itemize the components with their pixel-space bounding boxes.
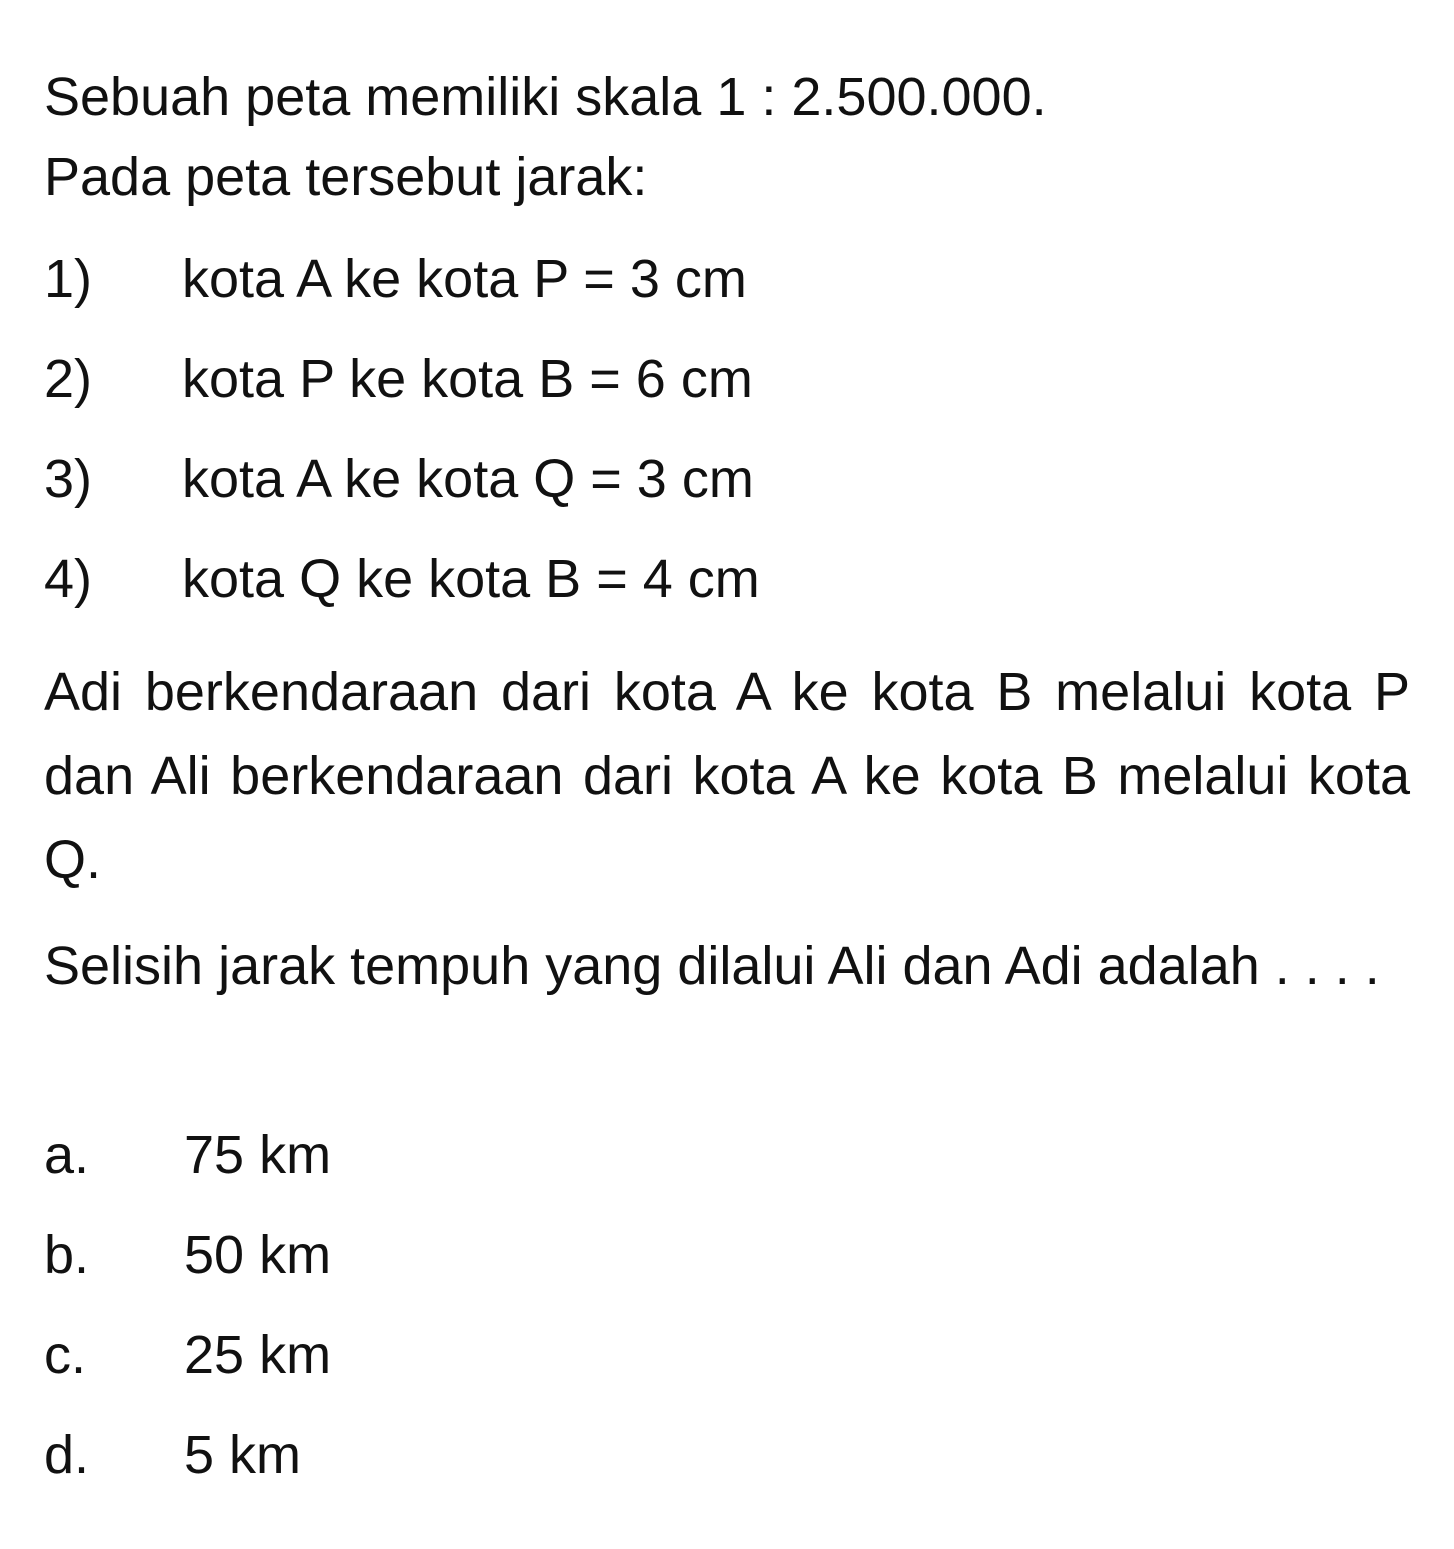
option-c <box>44 1325 332 1385</box>
option-letter: c. <box>44 1325 87 1385</box>
question-prompt: Selisih jarak tempuh yang dilalui Ali dan Adi adalah . . . . <box>44 936 1380 996</box>
distance-item-text: kota A ke kota P = 3 cm <box>182 249 747 309</box>
option-a <box>44 1125 332 1185</box>
intro-line-1: Sebuah peta memiliki skala 1 : 2.500.000. <box>44 67 1047 127</box>
distance-item-1 <box>44 249 747 309</box>
option-text: 50 km <box>184 1225 332 1285</box>
distance-item-3 <box>44 449 754 509</box>
scenario-paragraph: Adi berkendaraan dari kota A ke kota B melalui kota P dan Ali berkendaraan dari kota A ke kota B melalui kota Q. <box>44 662 1410 890</box>
distance-item-text: kota A ke kota Q = 3 cm <box>182 449 754 509</box>
option-text: 25 km <box>184 1325 332 1385</box>
distance-item-number: 4) <box>44 549 93 609</box>
question-page <box>44 0 1414 1549</box>
distance-item-text: kota Q ke kota B = 4 cm <box>182 549 760 609</box>
distance-item-number: 3) <box>44 449 93 509</box>
distance-item-text: kota P ke kota B = 6 cm <box>182 349 753 409</box>
option-d <box>44 1425 302 1485</box>
option-letter: a. <box>44 1125 90 1185</box>
intro-line-2: Pada peta tersebut jarak: <box>44 147 648 207</box>
option-text: 5 km <box>184 1425 302 1485</box>
option-letter: b. <box>44 1225 90 1285</box>
option-letter: d. <box>44 1425 90 1485</box>
distance-item-4 <box>44 549 760 609</box>
distance-item-number: 1) <box>44 249 93 309</box>
distance-item-2 <box>44 349 753 409</box>
distance-item-number: 2) <box>44 349 93 409</box>
option-text: 75 km <box>184 1125 332 1185</box>
option-b <box>44 1225 332 1285</box>
